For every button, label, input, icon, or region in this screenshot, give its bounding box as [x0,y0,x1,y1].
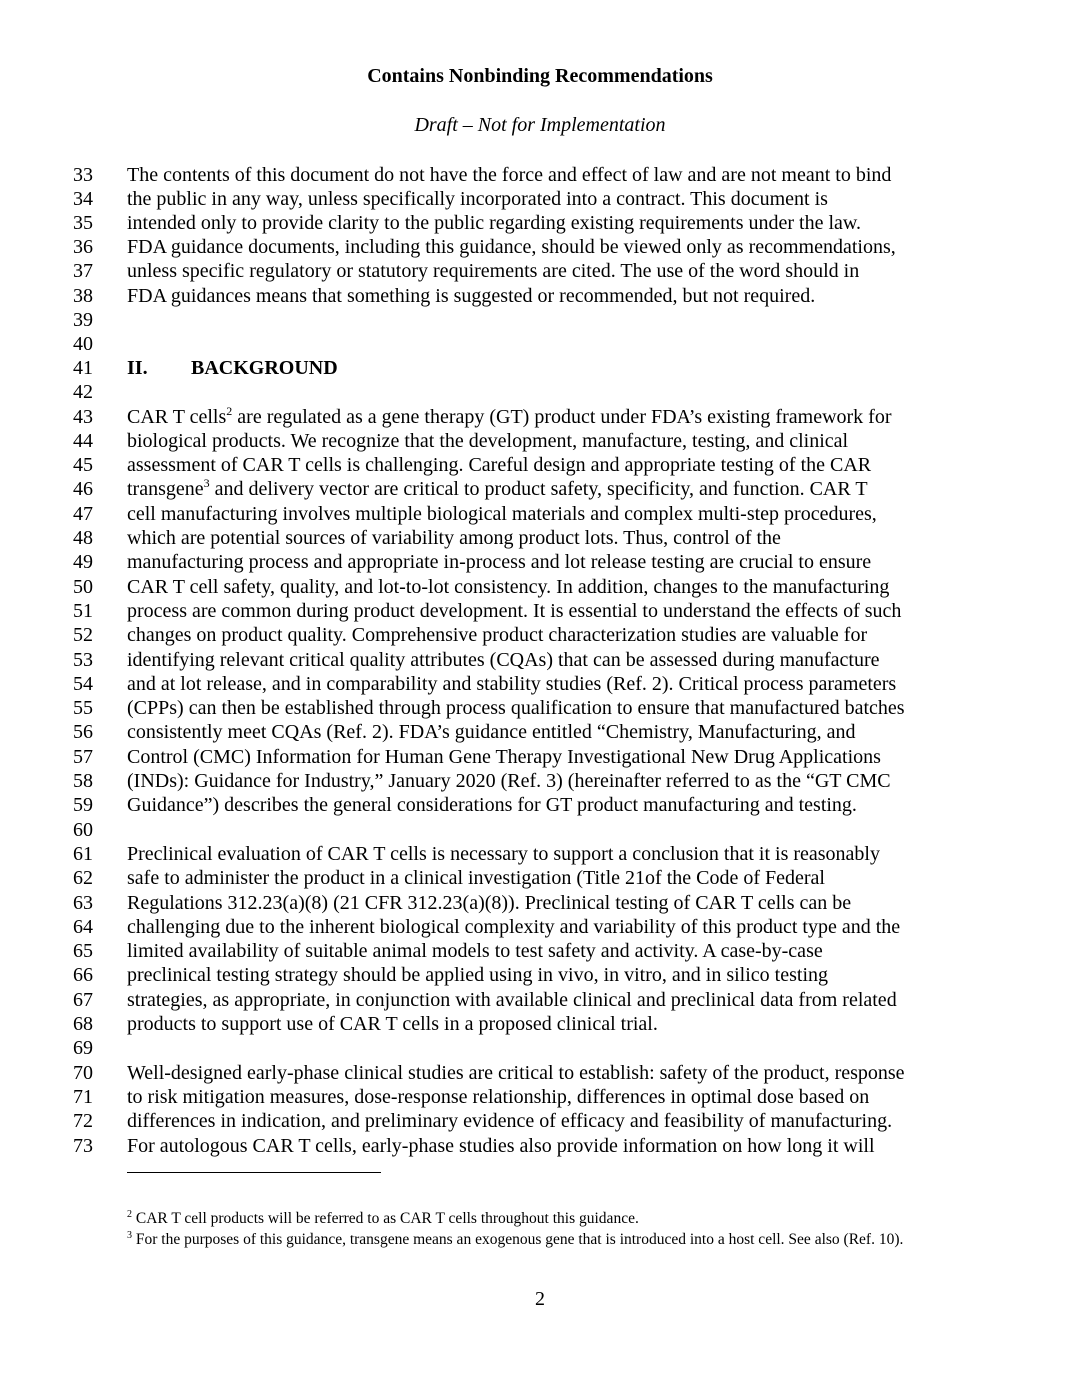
line-text: identifying relevant critical quality attributes (CQAs) that can be assessed during manufacture [127,649,880,671]
footnote-separator [127,1172,381,1173]
footnote-mark: 2 [127,1209,132,1220]
line-text: biological products. We recognize that the development, manufacture, testing, and clinical [127,430,849,452]
line-text: Control (CMC) Information for Human Gene Therapy Investigational New Drug Applications [127,746,881,768]
line-number: 34 [73,188,93,210]
section-number: II. [127,357,148,379]
line-number: 39 [73,309,93,331]
line-number: 37 [73,260,93,282]
line-number: 38 [73,285,93,307]
line-number: 63 [73,892,93,914]
line-text: to risk mitigation measures, dose-response relationship, differences in optimal dose based on [127,1086,870,1108]
line-number: 55 [73,697,93,719]
line-number: 36 [73,236,93,258]
line-text: CAR T cells$^2$ are regulated as a gene therapy (GT) product under FDA’s existing framework for [127,404,892,428]
line-number: 45 [73,454,93,476]
line-text: manufacturing process and appropriate in-process and lot release testing are crucial to ensure [127,551,872,573]
footnote-ref-3[interactable]: 3 [203,476,210,490]
line-number: 47 [73,503,93,525]
line-text: intended only to provide clarity to the public regarding existing requirements under the law. [127,212,862,234]
line-number: 40 [73,333,93,355]
footnote-text: For the purposes of this guidance, transgene means an exogenous gene that is introduced into a host cell. See also (Ref. 10). [132,1231,904,1248]
line-number: 33 [73,164,93,186]
line-text: differences in indication, and preliminary evidence of efficacy and feasibility of manufacturing. [127,1110,893,1132]
line-number: 54 [73,673,93,695]
line-number: 43 [73,406,93,428]
line-number: 64 [73,916,93,938]
line-number: 68 [73,1013,93,1035]
page-header-subtitle: Draft – Not for Implementation [414,114,666,136]
footnote-text: CAR T cell products will be referred to as CAR T cells throughout this guidance. [132,1210,639,1227]
line-number: 46 [73,478,93,500]
line-number: 48 [73,527,93,549]
line-text: (INDs): Guidance for Industry,” January 2020 (Ref. 3) (hereinafter referred to as the “GT CMC [127,770,891,792]
line-number: 67 [73,989,93,1011]
line-number: 65 [73,940,93,962]
line-number: 70 [73,1062,93,1084]
line-number: 53 [73,649,93,671]
line-text: limited availability of suitable animal models to test safety and activity. A case-by-case [127,940,823,962]
line-number: 44 [73,430,93,452]
line-text: transgene$^3$ and delivery vector are critical to product safety, specificity, and function. CAR T [127,476,868,500]
line-text: FDA guidances means that something is suggested or recommended, but not required. [127,285,816,307]
line-number: 56 [73,721,93,743]
line-text: CAR T cell safety, quality, and lot-to-lot consistency. In addition, changes to the manufacturing [127,576,890,598]
line-number: 35 [73,212,93,234]
line-number: 49 [73,551,93,573]
line-text: and at lot release, and in comparability and stability studies (Ref. 2). Critical process parameters [127,673,897,695]
line-number: 73 [73,1135,93,1157]
line-text: unless specific regulatory or statutory requirements are cited. The use of the word should in [127,260,860,282]
line-number: 58 [73,770,93,792]
line-number: 61 [73,843,93,865]
line-text: process are common during product development. It is essential to understand the effects of such [127,600,902,622]
line-text: Preclinical evaluation of CAR T cells is necessary to support a conclusion that it is reasonably [127,843,880,865]
line-number: 59 [73,794,93,816]
page-header-title: Contains Nonbinding Recommendations [367,65,713,87]
line-number: 62 [73,867,93,889]
line-text: challenging due to the inherent biological complexity and variability of this product type and the [127,916,901,938]
line-number: 71 [73,1086,93,1108]
footnote-mark: 3 [127,1230,132,1241]
line-text: products to support use of CAR T cells in a proposed clinical trial. [127,1013,658,1035]
line-text: preclinical testing strategy should be applied using in vivo, in vitro, and in silico testing [127,964,828,986]
line-text: safe to administer the product in a clinical investigation (Title 21of the Code of Federal [127,867,825,889]
line-text: changes on product quality. Comprehensive product characterization studies are valuable for [127,624,868,646]
line-number: 66 [73,964,93,986]
footnote-ref-2[interactable]: 2 [226,404,233,418]
line-text: consistently meet CQAs (Ref. 2). FDA’s guidance entitled “Chemistry, Manufacturing, and [127,721,856,743]
footnote-3 [127,1230,957,1250]
line-number: 52 [73,624,93,646]
line-text: The contents of this document do not have the force and effect of law and are not meant to bind [127,164,892,186]
section-title: BACKGROUND [191,357,338,379]
line-number: 42 [73,381,93,403]
line-text: FDA guidance documents, including this guidance, should be viewed only as recommendations, [127,236,896,258]
line-text: (CPPs) can then be established through process qualification to ensure that manufactured batches [127,697,905,719]
line-number: 72 [73,1110,93,1132]
line-text: which are potential sources of variability among product lots. Thus, control of the [127,527,781,549]
line-number: 41 [73,357,93,379]
line-number: 60 [73,819,93,841]
line-number: 69 [73,1037,93,1059]
footnote-2 [127,1209,957,1229]
page-number: 2 [535,1288,545,1310]
line-text: Regulations 312.23(a)(8) (21 CFR 312.23(a)(8)). Preclinical testing of CAR T cells can be [127,892,852,914]
line-number: 57 [73,746,93,768]
line-text: Guidance”) describes the general considerations for GT product manufacturing and testing. [127,794,857,816]
line-text: For autologous CAR T cells, early-phase studies also provide information on how long it will [127,1135,875,1157]
line-text: assessment of CAR T cells is challenging. Careful design and appropriate testing of the CAR [127,454,872,476]
line-number: 51 [73,600,93,622]
line-number: 50 [73,576,93,598]
line-text: the public in any way, unless specifically incorporated into a contract. This document is [127,188,828,210]
line-text: strategies, as appropriate, in conjunction with available clinical and preclinical data from related [127,989,897,1011]
line-text: cell manufacturing involves multiple biological materials and complex multi-step procedures, [127,503,877,525]
line-text: Well-designed early-phase clinical studies are critical to establish: safety of the product, response [127,1062,905,1084]
